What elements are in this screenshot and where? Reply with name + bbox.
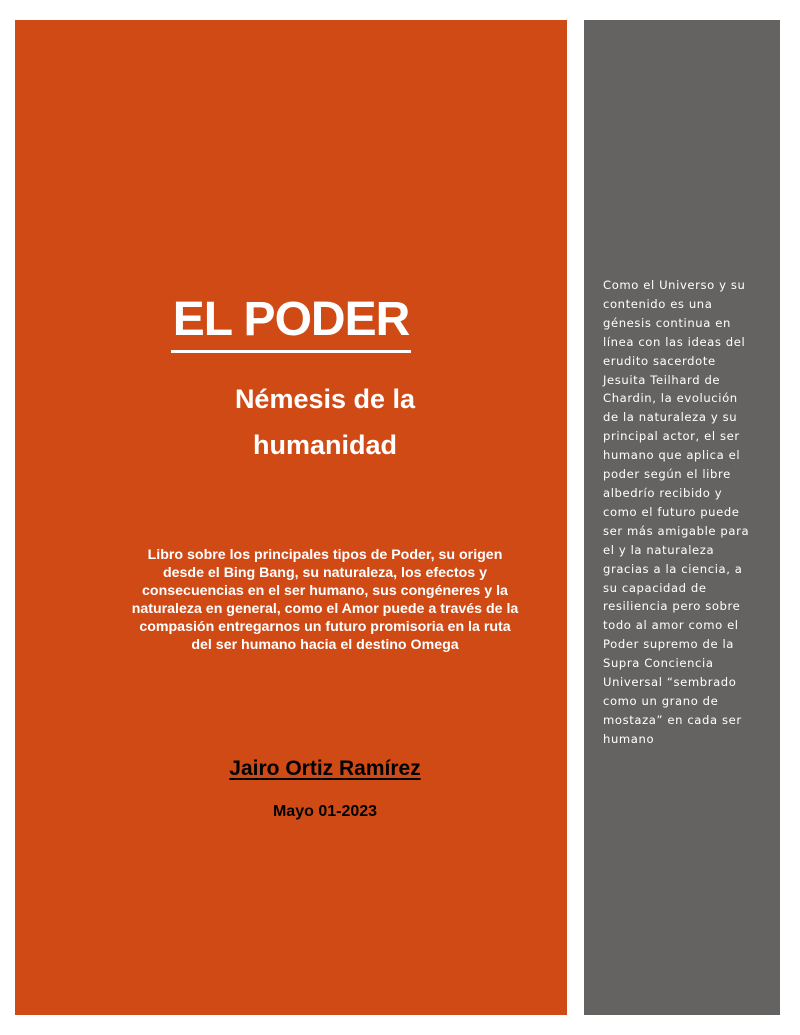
- sidebar-line: Como el Universo y su: [603, 278, 746, 292]
- description-line: naturaleza en general, como el Amor puede a través de la: [131, 601, 519, 617]
- subtitle-line: humanidad: [252, 430, 397, 460]
- publication-date: Mayo 01-2023: [272, 803, 378, 820]
- book-description: [100, 546, 550, 654]
- sidebar-line: humano que aplica el: [603, 448, 741, 463]
- book-title: [0, 290, 582, 353]
- sidebar-line: ser más amigable para: [603, 523, 750, 538]
- sidebar-line: contenido es una: [603, 296, 713, 311]
- sidebar-line: línea con las ideas del: [603, 334, 746, 349]
- cover-main-panel: [15, 20, 567, 1015]
- description-line: compasión entregarnos un futuro promisoria en la ruta: [139, 619, 511, 635]
- description-line: del ser humano hacia el destino Omega: [191, 637, 459, 653]
- sidebar-line: Poder supremo de la: [603, 637, 734, 652]
- sidebar-line: resiliencia pero sobre: [603, 599, 741, 614]
- sidebar-line: albedrío recibido y: [603, 485, 723, 500]
- sidebar-line: poder según el libre: [603, 467, 731, 482]
- description-line: desde el Bing Bang, su naturaleza, los efectos y: [162, 565, 488, 581]
- subtitle-line: Némesis de la: [234, 384, 416, 414]
- sidebar-line: su capacidad de: [603, 580, 707, 595]
- sidebar-line: principal actor, el ser: [603, 429, 740, 444]
- sidebar-line: erudito sacerdote: [603, 353, 716, 368]
- author-name-text: Jairo Ortiz Ramírez: [229, 757, 421, 780]
- sidebar-line: Supra Conciencia: [603, 656, 714, 671]
- book-subtitle: [165, 376, 485, 468]
- book-title-text: EL PODER: [171, 290, 412, 353]
- sidebar-line: Jesuita Teilhard de: [603, 372, 721, 387]
- sidebar-line: génesis continua en: [603, 315, 731, 330]
- sidebar-line: humano: [603, 731, 655, 746]
- sidebar-line: todo al amor como el: [603, 618, 739, 633]
- sidebar-line: Chardin, la evolución: [603, 391, 738, 406]
- description-line: Libro sobre los principales tipos de Poder, su origen: [147, 547, 503, 563]
- author-name: [120, 752, 530, 786]
- description-line: consecuencias en el ser humano, sus congéneres y la: [142, 583, 508, 599]
- sidebar-line: mostaza” en cada ser: [603, 712, 742, 727]
- sidebar-line: como el futuro puede: [603, 504, 740, 519]
- sidebar-line: Universal “sembrado: [603, 675, 737, 690]
- sidebar-line: el y la naturaleza: [603, 542, 715, 557]
- sidebar-line: de la naturaleza y su: [603, 410, 738, 425]
- sidebar-line: gracias a la ciencia, a: [603, 561, 743, 576]
- sidebar-line: como un grano de: [603, 693, 719, 708]
- sidebar-abstract: [603, 276, 763, 749]
